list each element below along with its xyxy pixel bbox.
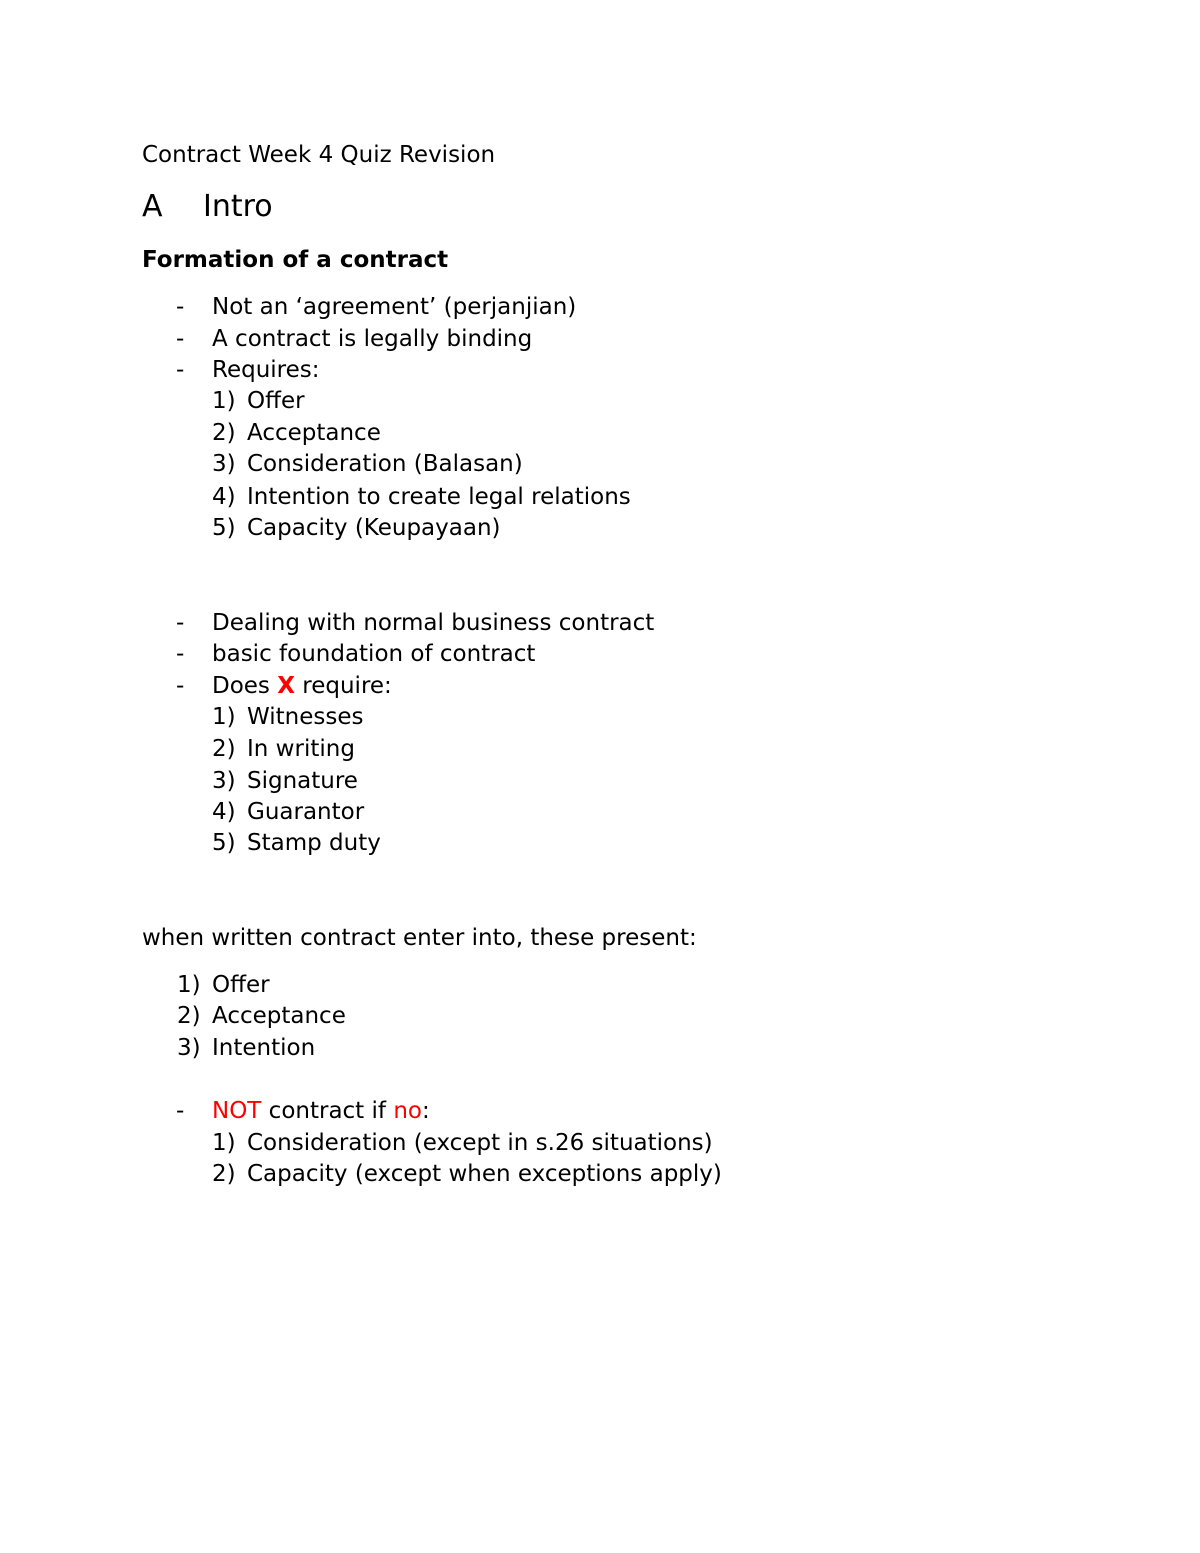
- list-text: Intention to create legal relations: [247, 484, 631, 510]
- document-title: Contract Week 4 Quiz Revision: [142, 142, 496, 168]
- does-suffix: require:: [302, 673, 392, 699]
- bullet-text: basic foundation of contract: [212, 641, 536, 667]
- list-number: 5): [212, 830, 236, 856]
- list-text: Capacity (except when exceptions apply): [247, 1161, 722, 1187]
- bullet-dash: -: [176, 1098, 185, 1124]
- bullet-text: [212, 672, 392, 700]
- list-text: Guarantor: [247, 799, 365, 825]
- list-text: Offer: [212, 972, 270, 998]
- list-number: 2): [177, 1003, 201, 1029]
- bullet-dash: -: [176, 641, 185, 667]
- list-text: Intention: [212, 1035, 316, 1061]
- heading-formation: Formation of a contract: [142, 247, 449, 273]
- list-number: 2): [212, 736, 236, 762]
- not-word: NOT: [212, 1098, 262, 1124]
- list-number: 3): [177, 1035, 201, 1061]
- list-text: Acceptance: [247, 420, 381, 446]
- list-number: 2): [212, 1161, 236, 1187]
- list-number: 2): [212, 420, 236, 446]
- list-text: In writing: [247, 736, 355, 762]
- bullet-dash: -: [176, 357, 185, 383]
- bullet-dash: -: [176, 294, 185, 320]
- list-text: Acceptance: [212, 1003, 346, 1029]
- list-number: 3): [212, 768, 236, 794]
- list-number: 1): [212, 1130, 236, 1156]
- list-number: 1): [212, 388, 236, 414]
- list-text: Signature: [247, 768, 358, 794]
- list-text: Consideration (except in s.26 situations): [247, 1130, 713, 1156]
- no-word: no: [393, 1098, 422, 1124]
- bullet-text: [212, 1097, 430, 1125]
- does-prefix: Does: [212, 673, 270, 699]
- bullet-text: Dealing with normal business contract: [212, 610, 655, 636]
- list-number: 5): [212, 515, 236, 541]
- list-number: 1): [177, 972, 201, 998]
- list-text: Offer: [247, 388, 305, 414]
- list-text: Stamp duty: [247, 830, 381, 856]
- bullet-text: A contract is legally binding: [212, 326, 533, 352]
- bullet-dash: -: [176, 326, 185, 352]
- bullet-dash: -: [176, 673, 185, 699]
- list-text: Capacity (Keupayaan): [247, 515, 501, 541]
- list-number: 3): [212, 451, 236, 477]
- list-number: 4): [212, 484, 236, 510]
- list-number: 4): [212, 799, 236, 825]
- list-text: Consideration (Balasan): [247, 451, 523, 477]
- list-number: 1): [212, 704, 236, 730]
- list-text: Witnesses: [247, 704, 364, 730]
- not-contract-middle: contract if: [268, 1098, 386, 1124]
- section-title: Intro: [203, 189, 273, 224]
- bullet-dash: -: [176, 610, 185, 636]
- x-mark: X: [277, 673, 295, 699]
- colon: :: [421, 1098, 430, 1124]
- section-letter: A: [142, 189, 163, 224]
- bullet-text: Requires:: [212, 357, 320, 383]
- bullet-text: Not an ‘agreement’ (perjanjian): [212, 294, 577, 320]
- written-contract-intro: when written contract enter into, these present:: [142, 925, 697, 951]
